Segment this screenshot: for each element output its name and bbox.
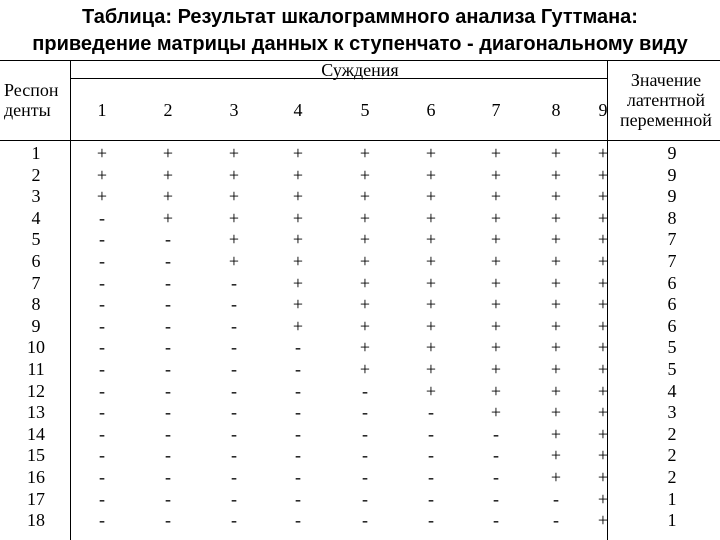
latent-value: 5 (667, 359, 677, 379)
response-cell: + (550, 294, 562, 315)
response-cell: + (550, 402, 562, 423)
response-cell: + (597, 186, 609, 207)
judgment-column-header: 7 (491, 100, 501, 120)
respondent-id: 12 (27, 380, 45, 401)
title-line-1: Таблица: Результат шкалограммного анализа Гуттмана: (82, 6, 638, 28)
response-cell: - (428, 488, 434, 509)
response-cell: - (362, 380, 368, 401)
latent-header-line-2: латентной (626, 90, 706, 110)
response-cell: + (292, 143, 304, 163)
judgment-column-header: 1 (97, 100, 107, 120)
response-cell: + (597, 229, 609, 250)
response-cell: + (96, 164, 108, 185)
judgment-column-header: 6 (426, 100, 436, 120)
respondent-id: 13 (27, 402, 45, 423)
response-cell: + (292, 229, 304, 250)
response-cell: - (231, 467, 237, 487)
response-cell: + (550, 380, 562, 401)
response-cell: + (550, 315, 562, 336)
response-cell: - (428, 445, 434, 466)
response-cell: + (597, 315, 609, 336)
response-cell: - (362, 510, 368, 531)
latent-value: 6 (667, 272, 677, 293)
response-cell: + (359, 359, 371, 379)
respondent-id: 5 (31, 229, 41, 250)
response-cell: - (99, 207, 105, 228)
response-cell: + (490, 337, 502, 358)
response-cell: - (362, 423, 368, 444)
response-cell: + (490, 251, 502, 271)
response-cell: + (550, 337, 562, 358)
response-cell: + (359, 272, 371, 293)
response-cell: - (493, 423, 499, 444)
respondent-id: 2 (31, 164, 41, 185)
response-cell: + (162, 207, 174, 228)
response-cell: - (99, 402, 105, 423)
response-cell: - (295, 402, 301, 423)
response-cell: - (231, 315, 237, 336)
response-cell: + (550, 251, 562, 271)
response-cell: + (597, 337, 609, 358)
latent-value: 2 (667, 467, 677, 487)
response-cell: + (490, 272, 502, 293)
response-cell: + (550, 272, 562, 293)
response-cell: - (165, 423, 171, 444)
response-cell: - (99, 251, 105, 271)
latent-value: 9 (667, 164, 677, 185)
response-cell: - (295, 359, 301, 379)
response-cell: + (597, 423, 609, 444)
response-cell: + (550, 229, 562, 250)
response-cell: + (292, 186, 304, 207)
response-cell: + (597, 294, 609, 315)
response-cell: + (162, 186, 174, 207)
response-cell: + (425, 294, 437, 315)
latent-value: 6 (667, 294, 677, 315)
response-cell: + (228, 251, 240, 271)
response-cell: + (359, 251, 371, 271)
response-cell: - (295, 380, 301, 401)
response-cell: - (99, 337, 105, 358)
latent-value: 9 (667, 186, 677, 207)
response-cell: + (162, 143, 174, 163)
response-cell: + (359, 143, 371, 163)
response-cell: + (425, 337, 437, 358)
response-cell: - (231, 488, 237, 509)
response-cell: - (231, 402, 237, 423)
response-cell: + (228, 207, 240, 228)
response-cell: + (359, 229, 371, 250)
response-cell: - (295, 488, 301, 509)
respondent-id: 11 (27, 359, 45, 379)
response-cell: + (597, 207, 609, 228)
response-cell: + (425, 164, 437, 185)
response-cell: - (165, 402, 171, 423)
respondent-id: 17 (27, 488, 45, 509)
response-cell: + (425, 315, 437, 336)
response-cell: - (553, 510, 559, 531)
response-cell: + (550, 207, 562, 228)
response-cell: + (359, 337, 371, 358)
response-cell: + (597, 402, 609, 423)
latent-header-line-1: Значение (630, 70, 702, 90)
response-cell: - (165, 337, 171, 358)
response-cell: - (231, 337, 237, 358)
latent-value: 4 (667, 380, 677, 401)
respondent-id: 14 (27, 423, 45, 444)
response-cell: - (99, 467, 105, 487)
latent-value: 9 (667, 143, 677, 163)
response-cell: + (550, 186, 562, 207)
response-cell: - (295, 510, 301, 531)
latent-value: 3 (667, 402, 677, 423)
response-cell: + (96, 186, 108, 207)
judgment-column-header: 5 (360, 100, 370, 120)
response-cell: + (597, 251, 609, 271)
response-cell: - (165, 510, 171, 531)
response-cell: - (295, 445, 301, 466)
response-cell: - (165, 445, 171, 466)
response-cell: + (597, 143, 609, 163)
response-cell: + (550, 445, 562, 466)
response-cell: + (292, 294, 304, 315)
respondents-header-line-1: Респон (4, 80, 59, 100)
respondent-id: 7 (31, 272, 41, 293)
latent-value: 7 (667, 229, 677, 250)
judgment-column-header: 4 (293, 100, 303, 120)
response-cell: + (228, 143, 240, 163)
response-cell: + (228, 186, 240, 207)
response-cell: - (493, 445, 499, 466)
response-cell: - (428, 423, 434, 444)
response-cell: - (295, 337, 301, 358)
response-cell: + (490, 186, 502, 207)
header-bottom-rule (0, 140, 720, 141)
latent-variable-header (612, 70, 720, 130)
response-cell: + (359, 294, 371, 315)
latent-value: 2 (667, 423, 677, 444)
response-cell: + (292, 315, 304, 336)
response-cell: + (490, 380, 502, 401)
response-cell: + (425, 272, 437, 293)
response-cell: - (231, 294, 237, 315)
response-cell: + (490, 315, 502, 336)
respondent-id: 3 (31, 186, 41, 207)
response-cell: - (165, 380, 171, 401)
response-cell: - (99, 315, 105, 336)
respondent-id: 15 (27, 445, 45, 466)
response-cell: + (597, 488, 609, 509)
response-cell: + (597, 467, 609, 487)
response-cell: + (425, 251, 437, 271)
response-cell: + (292, 251, 304, 271)
response-cell: + (597, 380, 609, 401)
response-cell: + (292, 207, 304, 228)
latent-header-line-3: переменной (620, 110, 712, 130)
response-cell: - (231, 272, 237, 293)
response-cell: + (96, 143, 108, 163)
response-cell: + (425, 380, 437, 401)
judgment-column-header: 8 (551, 100, 561, 120)
response-cell: - (99, 423, 105, 444)
response-cell: - (99, 445, 105, 466)
response-cell: + (425, 359, 437, 379)
respondents-header (4, 80, 58, 120)
judgment-column-header: 9 (598, 100, 608, 120)
response-cell: - (165, 229, 171, 250)
response-cell: + (597, 445, 609, 466)
response-cell: + (292, 164, 304, 185)
response-cell: + (550, 423, 562, 444)
judgment-column-header: 3 (229, 100, 239, 120)
response-cell: - (362, 402, 368, 423)
response-cell: - (165, 251, 171, 271)
response-cell: + (359, 315, 371, 336)
latent-value: 1 (667, 510, 677, 531)
response-cell: - (295, 423, 301, 444)
latent-value: 2 (667, 445, 677, 466)
response-cell: + (228, 164, 240, 185)
response-cell: + (228, 229, 240, 250)
response-cell: + (490, 402, 502, 423)
response-cell: + (597, 272, 609, 293)
latent-value: 6 (667, 315, 677, 336)
response-cell: - (428, 510, 434, 531)
judgments-header: Суждения (321, 60, 399, 80)
response-cell: - (231, 445, 237, 466)
latent-value: 5 (667, 337, 677, 358)
respondents-header-line-2: денты (4, 100, 51, 120)
respondent-id: 18 (27, 510, 45, 531)
response-cell: - (493, 488, 499, 509)
response-cell: + (550, 467, 562, 487)
response-cell: + (490, 359, 502, 379)
response-cell: - (553, 488, 559, 509)
respondent-id: 9 (31, 315, 41, 336)
respondents-column-rule (70, 60, 71, 540)
response-cell: - (231, 423, 237, 444)
response-cell: + (490, 294, 502, 315)
response-cell: - (99, 488, 105, 509)
response-cell: + (425, 186, 437, 207)
response-cell: + (490, 143, 502, 163)
response-cell: - (165, 315, 171, 336)
response-cell: + (597, 359, 609, 379)
response-cell: - (362, 488, 368, 509)
response-cell: + (359, 207, 371, 228)
respondent-id: 8 (31, 294, 41, 315)
response-cell: - (165, 488, 171, 509)
response-cell: - (165, 272, 171, 293)
response-cell: + (597, 164, 609, 185)
response-cell: - (165, 359, 171, 379)
response-cell: + (490, 164, 502, 185)
response-cell: - (165, 294, 171, 315)
response-cell: + (550, 143, 562, 163)
respondent-id: 10 (27, 337, 45, 358)
response-cell: - (231, 380, 237, 401)
response-cell: - (428, 402, 434, 423)
response-cell: - (231, 510, 237, 531)
latent-value: 1 (667, 488, 677, 509)
response-cell: - (99, 294, 105, 315)
response-cell: + (550, 164, 562, 185)
response-cell: + (490, 229, 502, 250)
response-cell: + (292, 272, 304, 293)
respondent-id: 6 (31, 251, 41, 271)
response-cell: - (295, 467, 301, 487)
response-cell: + (597, 510, 609, 531)
respondent-id: 16 (27, 467, 45, 487)
response-cell: + (490, 207, 502, 228)
response-cell: - (99, 272, 105, 293)
response-cell: - (362, 445, 368, 466)
latent-value: 7 (667, 251, 677, 271)
response-cell: - (165, 467, 171, 487)
response-cell: - (99, 359, 105, 379)
response-cell: - (231, 359, 237, 379)
response-cell: - (362, 467, 368, 487)
response-cell: + (359, 164, 371, 185)
response-cell: - (428, 467, 434, 487)
response-cell: + (550, 359, 562, 379)
latent-value: 8 (667, 207, 677, 228)
respondent-id: 4 (31, 207, 41, 228)
response-cell: + (359, 186, 371, 207)
response-cell: - (493, 467, 499, 487)
response-cell: + (162, 164, 174, 185)
respondent-id: 1 (31, 143, 41, 163)
response-cell: + (425, 229, 437, 250)
response-cell: - (493, 510, 499, 531)
response-cell: - (99, 229, 105, 250)
response-cell: + (425, 207, 437, 228)
judgment-column-header: 2 (163, 100, 173, 120)
response-cell: - (99, 380, 105, 401)
response-cell: + (425, 143, 437, 163)
response-cell: - (99, 510, 105, 531)
title-line-2: приведение матрицы данных к ступенчато - диагональному виду (32, 33, 688, 55)
